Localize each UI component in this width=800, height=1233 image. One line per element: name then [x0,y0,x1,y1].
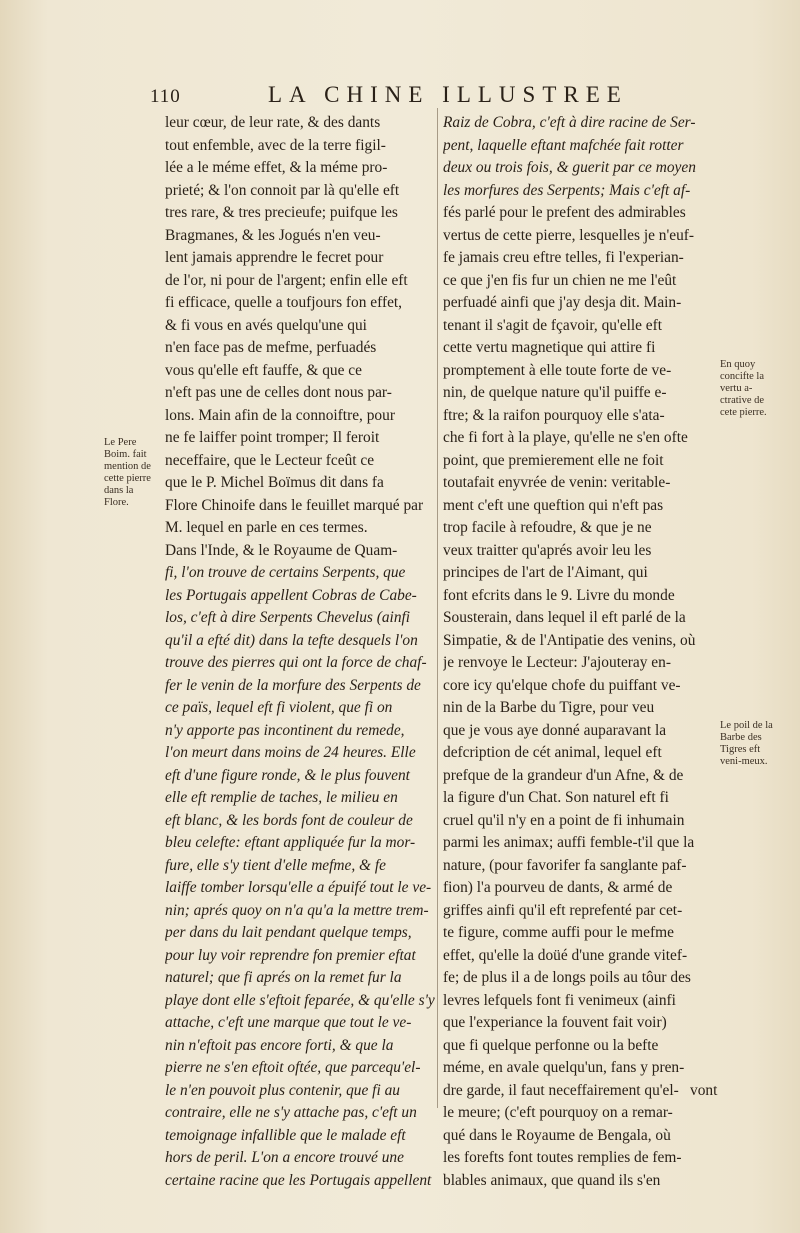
text-line: que je vous aye donné auparavant la [443,721,667,739]
text-line: & fi vous en avés quelqu'une qui [165,316,367,334]
left-text-column [165,112,435,1192]
text-line: los, c'eft à dire Serpents Chevelus (ainfi [165,609,411,626]
text-line: nin de la Barbe du Tigre, pour veu [443,699,655,716]
text-line: veux traitter qu'aprés avoir leu les [443,541,652,559]
text-line: vous qu'elle eft fauffe, & que ce [165,361,362,379]
text-line: Dans l'Inde, & le Royaume de Quam- [165,541,398,559]
text-line: vertus de cette pierre, lesquelles je n'euf- [443,226,695,244]
text-line: levres lefquels font fi venimeux (ainfi [443,991,676,1009]
text-line: elle eft remplie de taches, le milieu en [165,789,398,806]
text-line: per dans du lait pendant quelque temps, [165,924,412,941]
text-line: bleu celefte: eftant appliquée fur la mor- [165,834,416,851]
text-line: nin n'eftoit pas encore forti, & que la [165,1036,394,1054]
text-line: Bragmanes, & les Jogués n'en veu- [165,226,381,244]
text-line: trop facile à refoudre, & que je ne [443,519,652,536]
text-line: Flore Chinoife dans le feuillet marqué par [165,496,424,514]
text-line: pierre ne s'en eftoit oftée, que parcequ'el- [165,1059,421,1076]
text-line: playe dont elle s'eftoit feparée, & qu'elle s'y [165,991,435,1009]
text-line: ne fe laiffer point tromper; Il feroit [165,429,380,446]
text-line: tres rare, & tres precieufe; puifque les [165,204,398,221]
page-header [150,82,730,112]
margin-note-right-1: En quoy concifte la vertu a-ctrative de cete pierre. [720,359,767,418]
text-line: dre garde, il faut neceffairement qu'el- [443,1081,679,1099]
text-line: que l'experiance la fouvent fait voir) [443,1014,667,1031]
text-line: Raiz de Cobra, c'eft à dire racine de Ser- [443,114,696,131]
text-line: contraire, elle ne s'y attache pas, c'eft un [165,1104,417,1121]
text-line: lons. Main afin de la connoiftre, pour [165,406,395,424]
margin-note-right-2: Le poil de la Barbe des Tigres eft veni-meux. [720,720,773,767]
text-line: che fi fort à la playe, qu'elle ne s'en ofte [443,429,688,446]
text-line: les Portugais appellent Cobras de Cabe- [165,586,417,604]
text-line: neceffaire, que le Lecteur fceût ce [165,451,375,469]
text-line: temoignage infallible que le malade eft [165,1126,406,1144]
text-line: naturel; que fi aprés on la remet fur la [165,969,402,986]
text-line: de l'or, ni pour de l'argent; enfin elle eft [165,271,408,289]
text-line: nature, (pour favorifer fa sanglante paf- [443,856,687,874]
text-line: ment c'eft une queftion qui n'eft pas [443,496,664,514]
text-line: parmi les animax; auffi femble-t'il que la [443,834,695,851]
text-line: ce que j'en fis fur un chien ne me l'eût [443,271,677,289]
text-line: fion) l'a pourveu de dants, & armé de [443,879,673,896]
text-line: eft d'une figure ronde, & le plus fouvent [165,766,410,784]
text-line: hors de peril. L'on a encore trouvé une [165,1149,404,1166]
text-line: Simpatie, & de l'Antipatie des venins, où [443,631,696,649]
text-line: méme, en avale quelqu'un, fans y pren- [443,1059,685,1076]
text-line: fer le venin de la morfure des Serpents de [165,676,421,694]
text-line: n'eft pas une de celles dont nous par- [165,384,392,401]
text-line: ftre; & la raifon pourquoy elle s'ata- [443,406,665,424]
running-title: LA CHINE ILLUSTREE [268,82,628,107]
text-line: fe jamais creu eftre telles, fi l'experian- [443,249,684,266]
text-line: les forefts font toutes remplies de fem- [443,1149,682,1166]
text-line: le n'en pouvoit plus contenir, que fi au [165,1081,400,1099]
text-line: ce païs, lequel eft fi violent, que fi on [165,699,393,716]
text-line: perfuadé ainfi que j'ay desja dit. Main- [443,294,682,311]
text-line: effet, qu'elle la doüé d'une grande vitef- [443,946,688,964]
text-line: font efcrits dans le 9. Livre du monde [443,586,675,604]
text-line: leur cœur, de leur rate, & des dants [165,114,381,131]
text-line: que fi quelque perfonne ou la befte [443,1036,659,1054]
text-line: cruel qu'il n'y en a point de fi inhumain [443,811,685,829]
text-line: nin; aprés quoy on n'a qu'a la mettre trem- [165,901,429,919]
text-line: lent jamais apprendre le fecret pour [165,249,384,266]
text-line: la figure d'un Chat. Son naturel eft fi [443,789,669,806]
column-divider [437,108,438,1108]
text-line: le meure; (c'eft pourquoy on a remar- [443,1104,673,1121]
text-line: fi, l'on trouve de certains Serpents, que [165,564,406,581]
text-line: defcription de cét animal, lequel eft [443,744,662,761]
text-line: point, que premierement elle ne foit [443,451,664,469]
text-line: laiffe tomber lorsqu'elle a épuifé tout le ve- [165,879,432,896]
text-line: griffes ainfi qu'il eft reprefenté par cet- [443,901,683,919]
text-line: prieté; & l'on connoit par là qu'elle eft [165,181,400,199]
text-line: n'y apporte pas incontinent du remede, [165,721,405,739]
text-line: qué dans le Royaume de Bengala, où [443,1126,671,1144]
text-line: l'on meurt dans moins de 24 heures. Elle [165,744,416,761]
text-line: promptement à elle toute forte de ve- [443,361,672,379]
catchword: vont [690,1082,718,1099]
text-line: qu'il a efté dit) dans la tefte desquels l'on [165,631,418,649]
text-line: trouve des pierres qui ont la force de chaf- [165,654,427,671]
text-line: attache, c'eft une marque que tout le ve- [165,1014,412,1031]
text-line: eft blanc, & les bords font de couleur de [165,811,413,829]
text-line: pent, laquelle eftant mafchée fait rotter [443,136,684,154]
text-line: prefque de la grandeur d'un Afne, & de [443,766,684,784]
right-text-column [443,112,713,1192]
text-line: fe; de plus il a de longs poils au tôur des [443,969,691,986]
text-line: fure, elle s'y tient d'elle mefme, & fe [165,856,386,874]
text-line: que le P. Michel Boïmus dit dans fa [165,474,384,491]
text-line: cette vertu magnetique qui attire fi [443,339,656,356]
margin-note-left: Le Pere Boim. fait mention de cette pierre dans la Flore. [104,437,151,508]
text-line: nin, de quelque nature qu'il puiffe e- [443,384,667,401]
text-line: principes de l'art de l'Aimant, qui [443,564,648,581]
text-line: M. lequel en parle en ces termes. [165,519,368,536]
text-line: pour luy voir reprendre fon premier eftat [165,946,416,964]
text-line: les morfures des Serpents; Mais c'eft af- [443,181,691,199]
text-line: te figure, comme auffi pour le mefme [443,924,674,941]
text-line: toutafait enyvrée de venin: veritable- [443,474,671,491]
text-line: n'en face pas de mefme, perfuadés [165,339,377,356]
text-line: certaine racine que les Portugais appellent [165,1171,432,1189]
text-line: deux ou trois fois, & guerit par ce moyen [443,159,696,176]
page-number: 110 [150,86,181,107]
text-line: tenant il s'agit de fçavoir, qu'elle eft [443,316,663,334]
text-line: Sousterain, dans lequel il eft parlé de la [443,609,686,626]
text-line: fés parlé pour le prefent des admirables [443,204,686,221]
text-line: je renvoye le Lecteur: J'ajouteray en- [443,654,671,671]
text-line: blables animaux, que quand ils s'en [443,1171,661,1189]
text-line: lée a le méme effet, & la méme pro- [165,159,388,176]
text-line: fi efficace, quelle a toufjours fon effet, [165,294,403,311]
text-line: core icy qu'elque chofe du puiffant ve- [443,676,681,694]
text-line: tout enfemble, avec de la terre figil- [165,136,386,154]
